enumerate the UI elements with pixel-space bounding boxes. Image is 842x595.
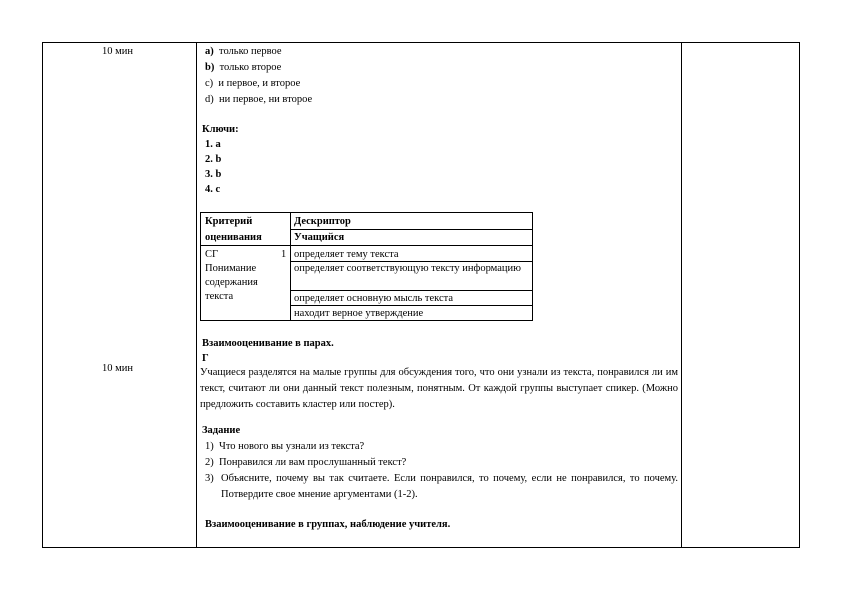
option-marker: a) (205, 46, 214, 57)
task-item (205, 471, 678, 503)
key-value: а (215, 139, 221, 150)
time-label: 10 мин (102, 363, 134, 374)
option-text: ни первое, ни второе (219, 94, 313, 105)
task-item (205, 439, 364, 454)
key-item (205, 167, 221, 182)
peer-groups-note: Взаимооценивание в группах, наблюдение учителя. (205, 519, 451, 530)
key-number: 2. (205, 154, 213, 165)
option-marker: b) (205, 62, 215, 73)
column-divider (681, 43, 682, 547)
criterion-text: Понимание (205, 263, 257, 274)
key-item (205, 137, 221, 152)
option-item (205, 92, 312, 107)
criterion-number: 1 (281, 249, 287, 260)
descriptor-item: определяет тему текста (294, 249, 399, 260)
criterion-text: текста (205, 291, 234, 302)
key-value: b (215, 169, 222, 180)
descriptor-item: находит верное утверждение (294, 308, 424, 319)
student-header: Учащийся (294, 232, 345, 243)
key-item (205, 182, 220, 197)
criteria-row-line (200, 245, 533, 246)
peer-pairs-note: Взаимооценивание в парах. (202, 338, 334, 349)
option-marker: d) (205, 94, 214, 105)
key-number: 4. (205, 184, 213, 195)
keys-heading: Ключи: (202, 124, 239, 135)
criterion-text: содержания (205, 277, 258, 288)
key-value: c (215, 184, 221, 195)
option-text: только второе (219, 62, 282, 73)
descriptor-item: определяет основную мысль текста (294, 293, 454, 304)
group-label: Г (202, 353, 209, 364)
option-item (205, 60, 281, 75)
task-number: 2) (205, 457, 214, 468)
option-item (205, 76, 300, 91)
key-value: b (215, 154, 222, 165)
column-divider (196, 43, 197, 547)
key-number: 3. (205, 169, 213, 180)
task-heading: Задание (202, 425, 241, 436)
option-marker: c) (205, 78, 214, 89)
criterion-code: СГ (205, 249, 219, 260)
criteria-header: оценивания (205, 232, 262, 243)
group-discussion-paragraph: Учащиеся разделятся на малые группы для обсуждения того, что они узнали из текста, понравился ли им текст, считают ли они данный текст полезным, понятным. От каждой группы выступает спикер. (Можно предложить составить кластер или постер). (200, 367, 678, 410)
option-text: и первое, и второе (218, 78, 301, 89)
task-item (205, 455, 406, 470)
option-item (205, 44, 282, 59)
descriptor-header: Дескриптор (294, 216, 351, 227)
task-number: 1) (205, 441, 214, 452)
descriptor-item: определяет соответствующую тексту информацию (294, 263, 521, 274)
key-item (205, 152, 221, 167)
task-text: Что нового вы узнали из текста? (219, 441, 365, 452)
time-label: 10 мин (102, 46, 134, 57)
key-number: 1. (205, 139, 213, 150)
criteria-header: Критерий (205, 216, 253, 227)
option-text: только первое (219, 46, 282, 57)
task-text: Объясните, почему вы так считаете. Если понравился, то почему, если не понравился, то почему. Потвердите свое мнение аргументами (1-2). (221, 473, 678, 500)
task-number: 3) (205, 473, 214, 484)
task-text: Понравился ли вам прослушанный текст? (219, 457, 407, 468)
